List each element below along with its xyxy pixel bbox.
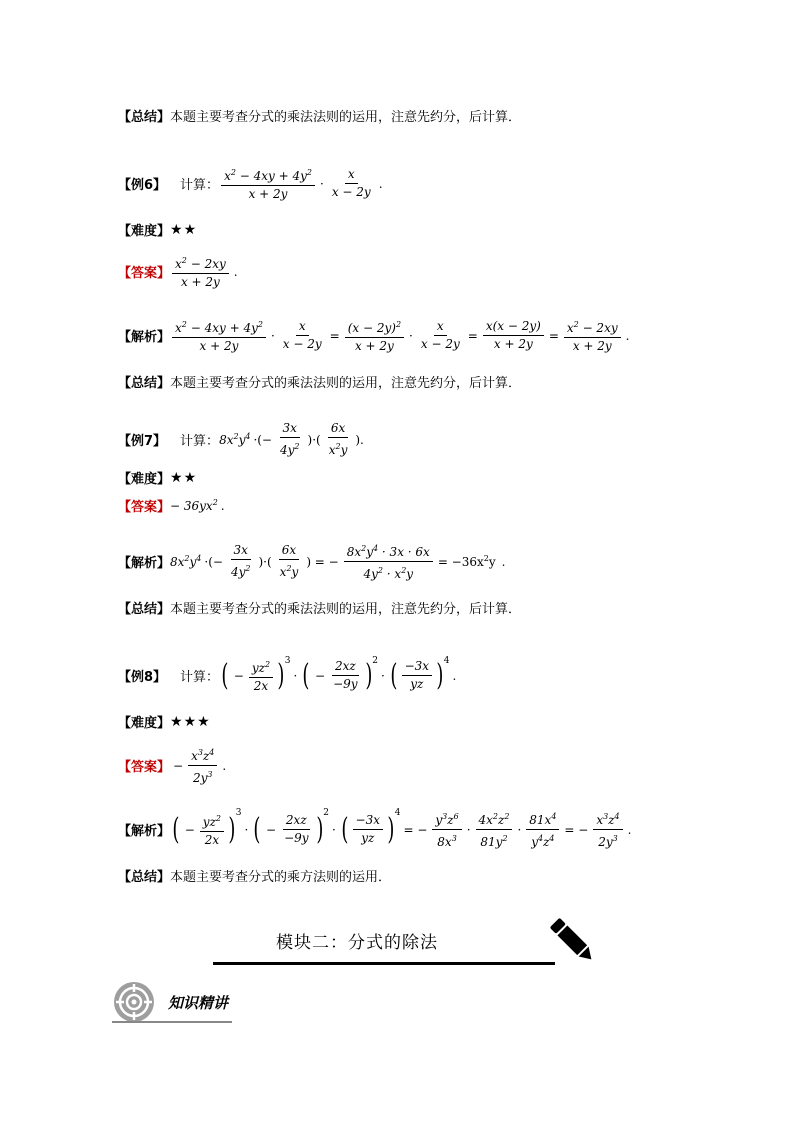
compute-label: 计算：: [180, 670, 220, 685]
fraction: $\frac{x^2 - 2xy}{x + 2y}$: [172, 252, 229, 291]
compute-label: 计算：: [180, 178, 220, 193]
analysis-line-6: 【解析】 $\frac{x^2 - 4xy + 4y^2}{x + 2y}$ · $\frac{x}{x - 2y}$ = $\frac{(x - 2y)^2}{x + 2y}$ · $\frac{x}{x - 2y}$ = $\frac{x(x - 2y)}{x + 2y}$ = $\frac{x^2 - 2xy}{x + 2y}$ .: [118, 316, 632, 355]
answer-line-7: 【答案】 − $36yx^2$ .: [118, 498, 225, 515]
difficulty-line-6: [118, 220, 197, 239]
summary-tag: 【总结】: [118, 870, 171, 885]
summary-line-1: [118, 106, 521, 125]
difficulty-stars: ★★★: [170, 713, 211, 730]
analysis-line-8: 【解析】 ( − $\frac{yz^2}{2x}$ ) 3 · ( − $\frac{2xz}{-9y}$ ) 2 · ( $\frac{-3x}{yz}$ ) 4 = − $\frac{y^3z^6}{8x^3}$ · $\frac{4x^2z^2}{81y^2}$ · $\frac{81x^4}{y^4z^4}$ = − $\frac{x^3z^4}{2y^3}$ .: [118, 808, 632, 849]
difficulty-tag: 【难度】: [118, 716, 171, 731]
fraction: $\frac{x}{x - 2y}$: [331, 167, 371, 199]
module-title: 模块二：分式的除法: [276, 933, 438, 953]
difficulty-tag: 【难度】: [118, 224, 171, 239]
answer-tag: 【答案】: [118, 500, 171, 515]
summary-tag: 【总结】: [118, 376, 171, 391]
summary-tag: 【总结】: [118, 110, 171, 125]
section-divider: [112, 1021, 232, 1023]
example-label: 【例6】: [118, 178, 167, 193]
difficulty-stars: ★★: [170, 469, 198, 486]
example-8-question: 【例8】 计算： ( − $\frac{yz^2}{2x}$ ) 3 · ( − $\frac{2xz}{-9y}$ ) 2 · ( $\frac{-3x}{yz}$ ) 4 .: [118, 656, 457, 693]
example-label: 【例7】: [118, 434, 167, 449]
summary-text: 本题主要考查分式的乘法法则的运用，注意先约分，后计算．: [170, 602, 522, 617]
summary-line-7: [118, 598, 521, 617]
summary-line-6: [118, 372, 521, 391]
section-label: 知识精讲: [168, 994, 229, 1012]
analysis-tag: 【解析】: [118, 824, 171, 839]
summary-tag: 【总结】: [118, 602, 171, 617]
example-label: 【例8】: [118, 670, 167, 685]
answer-tag: 【答案】: [118, 266, 171, 281]
summary-text: 本题主要考查分式的乘方法则的运用．: [170, 870, 392, 885]
compute-label: 计算：: [180, 434, 220, 449]
pencil-icon: [548, 915, 598, 967]
example-6-question: 【例6】 计算： $\frac{x^2 - 4xy + 4y^2}{x + 2y}$ · $\frac{x}{x - 2y}$ .: [118, 164, 386, 203]
summary-text: 本题主要考查分式的乘法法则的运用，注意先约分，后计算．: [170, 376, 522, 391]
analysis-tag: 【解析】: [118, 330, 171, 345]
difficulty-line-8: [118, 712, 211, 731]
answer-line-6: 【答案】 $\frac{x^2 - 2xy}{x + 2y}$ .: [118, 252, 241, 291]
difficulty-tag: 【难度】: [118, 472, 171, 487]
summary-line-8: [118, 866, 391, 885]
answer-tag: 【答案】: [118, 760, 171, 775]
module-divider: [213, 962, 555, 965]
fraction: $\frac{x^2 - 4xy + 4y^2}{x + 2y}$: [221, 164, 315, 203]
difficulty-line-7: [118, 468, 197, 487]
difficulty-stars: ★★: [170, 221, 198, 238]
analysis-line-7: 【解析】 $8x^2y^4$ ·(− $\frac{3x}{4y^2}$ )·( $\frac{6x}{x^2y}$ ) = − $\frac{8x^2y^4 \cdot 3x \cdot 6x}{4y^2 \cdot x^2y}$ = $-36x^2y$ .: [118, 540, 508, 583]
analysis-tag: 【解析】: [118, 556, 171, 571]
summary-text: 本题主要考查分式的乘法法则的运用，注意先约分，后计算．: [170, 110, 522, 125]
answer-line-8: 【答案】 − $\frac{x^3z^4}{2y^3}$ .: [118, 744, 229, 787]
target-icon: [112, 980, 156, 1024]
example-7-question: 【例7】 计算： $8x^2y^4$ ·(− $\frac{3x}{4y^2}$ )·( $\frac{6x}{x^2y}$ ).: [118, 421, 364, 457]
